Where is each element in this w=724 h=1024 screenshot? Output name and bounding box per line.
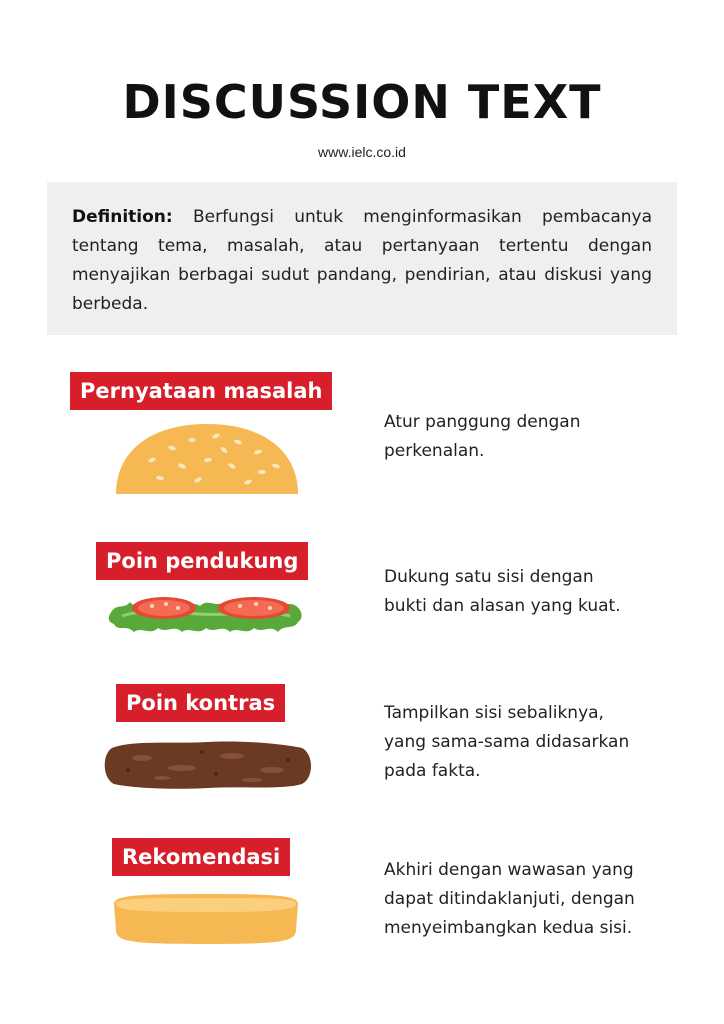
definition-text bbox=[72, 203, 652, 319]
page-title: DISCUSSION TEXT bbox=[122, 75, 602, 129]
section-desc-contrast: Tampilkan sisi sebaliknya, yang sama-sama didasarkan pada fakta. bbox=[384, 703, 630, 781]
definition-body: Berfungsi untuk menginformasikan pembacanya tentang tema, masalah, atau pertanyaan tertentu dengan menyajikan berbagai sudut pandang, pendirian, atau diskusi yang berbeda. bbox=[72, 207, 652, 314]
section-label-problem: Pernyataan masalah bbox=[70, 372, 332, 410]
section-label-recommendation: Rekomendasi bbox=[112, 838, 290, 876]
patty-icon bbox=[102, 738, 314, 792]
bottom-bun-icon bbox=[110, 890, 302, 948]
website-url: www.ielc.co.id bbox=[318, 144, 406, 160]
section-desc-recommendation: Akhiri dengan wawasan yang dapat ditindaklanjuti, dengan menyeimbangkan kedua sisi. bbox=[384, 860, 635, 938]
section-desc-supporting: Dukung satu sisi dengan bukti dan alasan yang kuat. bbox=[384, 567, 621, 616]
section-desc-problem: Atur panggung dengan perkenalan. bbox=[384, 412, 581, 461]
definition-label: Definition: bbox=[72, 207, 173, 227]
section-label-supporting: Poin pendukung bbox=[96, 542, 308, 580]
lettuce-tomato-icon bbox=[108, 592, 304, 638]
section-label-contrast: Poin kontras bbox=[116, 684, 285, 722]
top-bun-icon bbox=[112, 420, 302, 498]
definition-box bbox=[47, 182, 677, 335]
